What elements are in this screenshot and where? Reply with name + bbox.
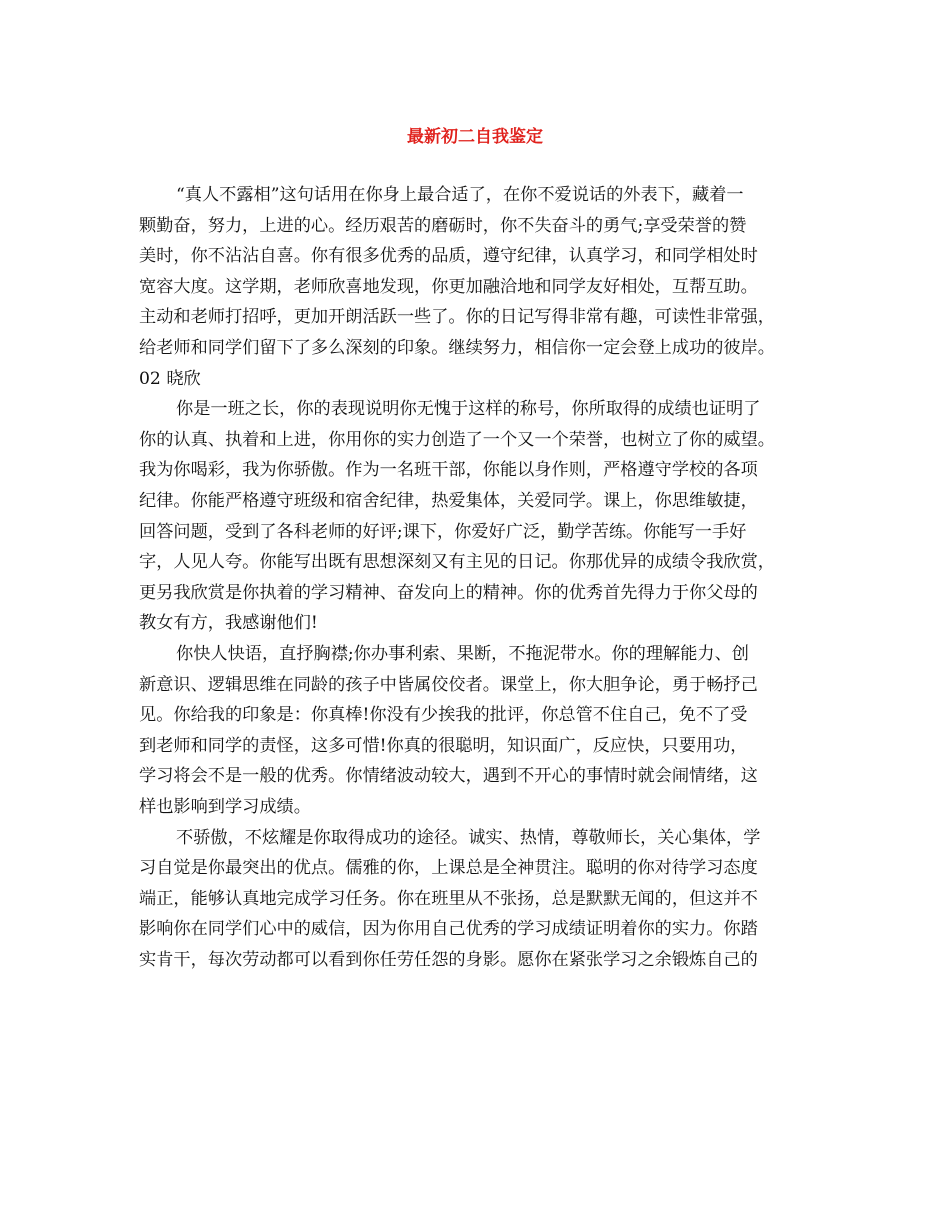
text-line: 教女有方，我感谢他们! xyxy=(139,613,318,634)
text-line: 主动和老师打招呼，更加开朗活跃一些了。你的日记写得非常有趣，可读性非常强， xyxy=(139,307,775,328)
text-line: 影响你在同学们心中的威信，因为你用自己优秀的学习成绩证明着你的实力。你踏 xyxy=(139,919,758,940)
text-line: 你的认真、执着和上进，你用你的实力创造了一个又一个荣誉，也树立了你的威望。 xyxy=(139,429,775,450)
document-title: 最新初二自我鉴定 xyxy=(407,127,543,147)
text-line: 字，人见人夸。你能写出既有思想深刻又有主见的日记。你那优异的成绩令我欣赏， xyxy=(139,552,775,573)
text-line: 端正，能够认真地完成学习任务。你在班里从不张扬，总是默默无闻的，但这并不 xyxy=(139,888,758,909)
text-line: 习自觉是你最突出的优点。儒雅的你，上课总是全神贯注。聪明的你对待学习态度 xyxy=(139,858,758,879)
text-line: 你是一班之长，你的表现说明你无愧于这样的称号，你所取得的成绩也证明了 xyxy=(176,399,761,420)
text-line: 实肯干，每次劳动都可以看到你任劳任怨的身影。愿你在紧张学习之余锻炼自己的 xyxy=(139,950,758,970)
text-line: 宽容大度。这学期，老师欣喜地发现，你更加融洽地和同学友好相处，互帮互助。 xyxy=(139,276,758,297)
text-line: 更另我欣赏是你执着的学习精神、奋发向上的精神。你的优秀首先得力于你父母的 xyxy=(139,582,758,603)
text-line: 我为你喝彩，我为你骄傲。作为一名班干部，你能以身作则，严格遵守学校的各项 xyxy=(139,460,758,481)
text-line: 学习将会不是一般的优秀。你情绪波动较大，遇到不开心的事情时就会闹情绪，这 xyxy=(139,766,758,787)
text-line: 新意识、逻辑思维在同龄的孩子中皆属佼佼者。课堂上，你大胆争论，勇于畅抒己 xyxy=(139,674,758,695)
text-line: 纪律。你能严格遵守班级和宿舍纪律，热爱集体，关爱同学。课上，你思维敏捷， xyxy=(139,491,758,511)
text-line: 回答问题，受到了各科老师的好评;课下，你爱好广泛，勤学苦练。你能写一手好 xyxy=(139,521,747,542)
text-line: 给老师和同学们留下了多么深刻的印象。继续努力，相信你一定会登上成功的彼岸。 xyxy=(139,338,775,358)
text-line: 你快人快语，直抒胸襟;你办事利索、果断，不拖泥带水。你的理解能力、创 xyxy=(176,644,749,664)
text-line: 到老师和同学的责怪，这多可惜!你真的很聪明，知识面广，反应快，只要用功， xyxy=(139,735,748,756)
text-line: “真人不露相”这句话用在你身上最合适了，在你不爱说话的外表下，藏着一 xyxy=(176,185,744,205)
text-line: 02 晓欣 xyxy=(139,368,201,389)
text-line: 见。你给我的印象是：你真棒!你没有少挨我的批评，你总管不住自己，免不了受 xyxy=(139,705,748,726)
text-line: 颗勤奋，努力，上进的心。经历艰苦的磨砺时，你不失奋斗的勇气;享受荣誉的赞 xyxy=(139,215,747,236)
text-line: 样也影响到学习成绩。 xyxy=(139,797,311,817)
text-line: 美时，你不沾沾自喜。你有很多优秀的品质，遵守纪律，认真学习，和同学相处时 xyxy=(139,246,758,267)
text-line: 不骄傲，不炫耀是你取得成功的途径。诚实、热情，尊敬师长，关心集体，学 xyxy=(176,827,761,848)
